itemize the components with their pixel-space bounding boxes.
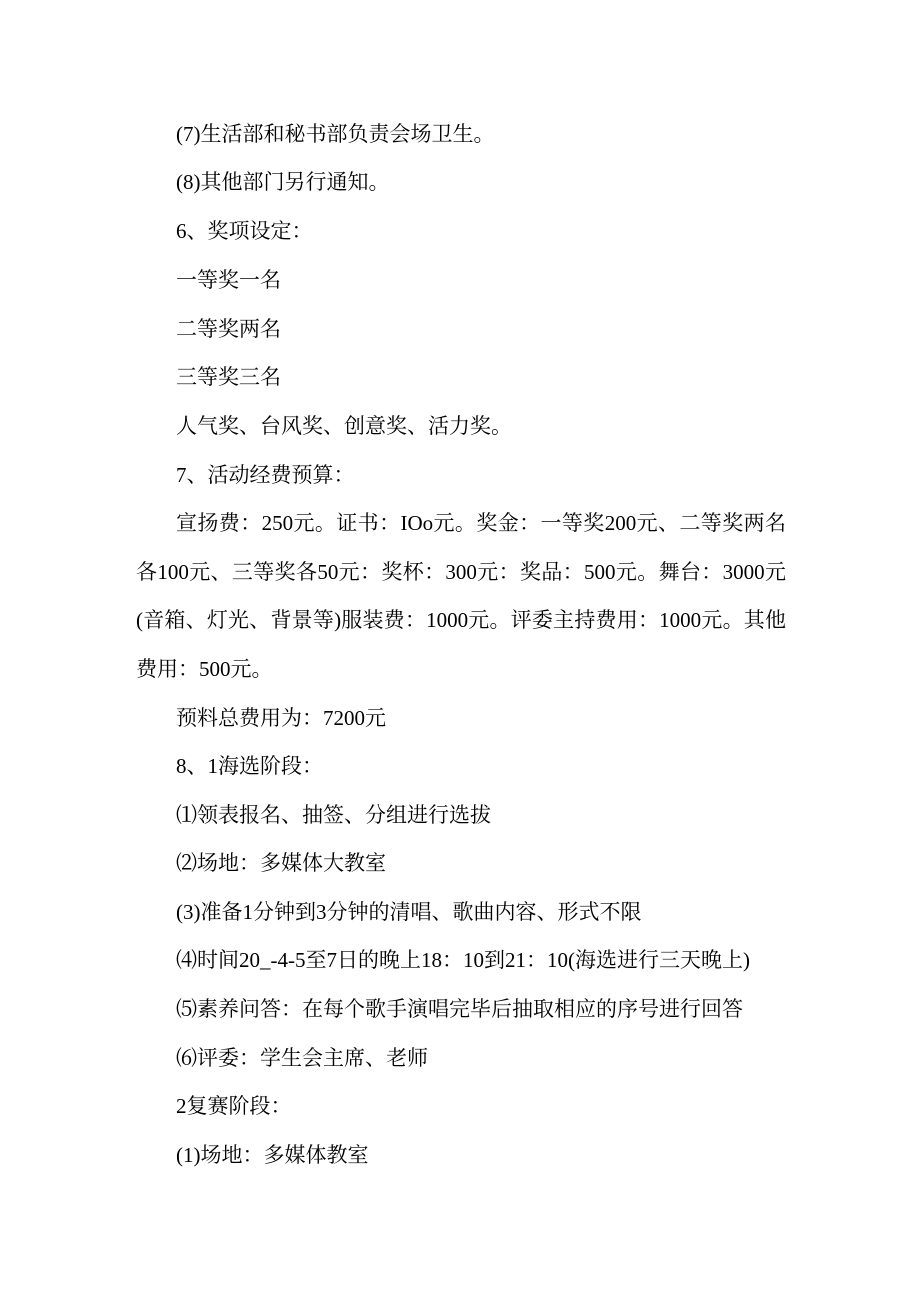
semifinal-heading: 2复赛阶段：	[176, 1094, 292, 1118]
audition-item-2: ⑵场地：多媒体大教室	[176, 851, 386, 875]
first-prize-line: 一等奖一名	[176, 268, 281, 292]
audition-item-4: ⑷时间20_-4-5至7日的晚上18：10到21：10(海选进行三天晚上)	[176, 948, 750, 972]
third-prize-line: 三等奖三名	[176, 365, 281, 389]
audition-item-1: ⑴领表报名、抽签、分组进行选拔	[176, 803, 491, 827]
section-8-audition-heading: 8、1海选阶段：	[176, 754, 323, 778]
total-cost-line: 预料总费用为：7200元	[176, 706, 386, 730]
audition-item-5: ⑸素养问答：在每个歌手演唱完毕后抽取相应的序号进行回答	[176, 997, 743, 1021]
audition-item-3: (3)准备1分钟到3分钟的清唱、歌曲内容、形式不限	[176, 900, 642, 924]
special-awards-line: 人气奖、台风奖、创意奖、活力奖。	[176, 414, 512, 438]
section-6-heading: 6、奖项设定：	[176, 219, 313, 243]
section-7-heading: 7、活动经费预算：	[176, 463, 355, 487]
budget-paragraph: 宣扬费：250元。证书：IOo元。奖金：一等奖200元、二等奖两名各100元、三等奖各50元：奖杯：300元：奖品：500元。舞台：3000元(音箱、灯光、背景等)服装费：1000元。评委主持费用：1000元。其他费用：500元。	[136, 511, 786, 682]
semifinal-item-1: (1)场地：多媒体教室	[176, 1143, 369, 1167]
audition-item-6: ⑹评委：学生会主席、老师	[176, 1046, 428, 1070]
second-prize-line: 二等奖两名	[176, 317, 281, 341]
item-7-hygiene: (7)生活部和秘书部负责会场卫生。	[176, 122, 495, 146]
item-8-other-departments: (8)其他部门另行通知。	[176, 170, 390, 194]
